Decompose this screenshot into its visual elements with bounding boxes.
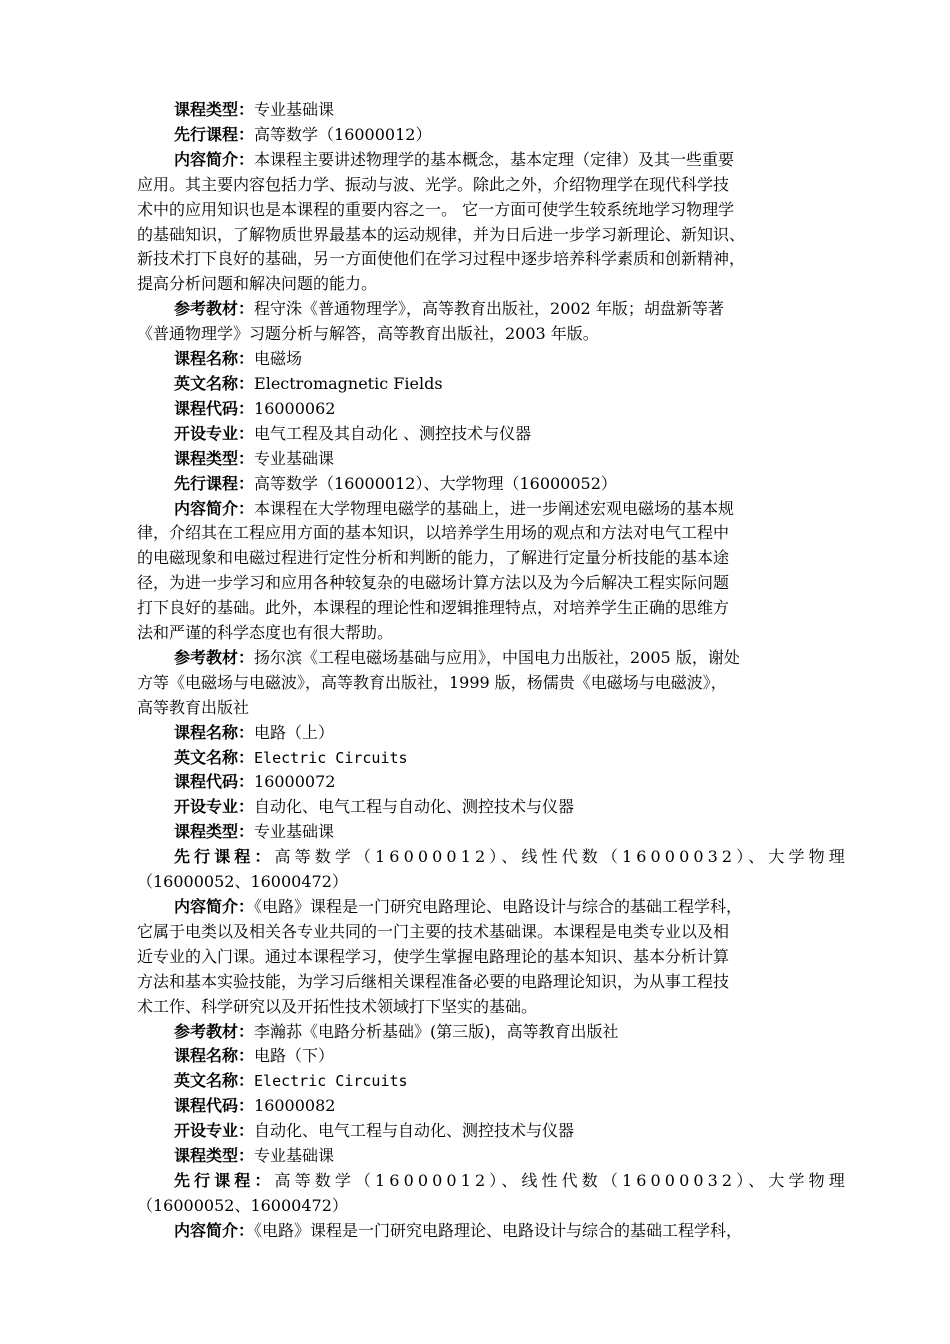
course-type-value: 专业基础课	[254, 100, 335, 119]
course-type-label: 课程类型：	[174, 100, 255, 119]
intro-line	[137, 497, 862, 522]
course-code-label: 课程代码：	[174, 1096, 255, 1116]
course-type-value: 专业基础课	[254, 822, 335, 842]
intro-text: 径，为进一步学习和应用各种较复杂的电磁场计算方法以及为今后解决工程实际问题	[137, 573, 730, 593]
course-name-line	[137, 347, 862, 372]
course-code-line	[137, 1094, 862, 1119]
intro-text: 打下良好的基础。此外，本课程的理论性和逻辑推理特点，对培养学生正确的思维方	[137, 598, 730, 618]
english-name-value: Electromagnetic Fields	[254, 373, 443, 393]
prerequisite-line	[137, 472, 862, 497]
major-value: 自动化、电气工程与自动化、测控技术与仪器	[254, 797, 575, 817]
course-name-label: 课程名称：	[174, 722, 255, 742]
course-code-label: 课程代码：	[174, 398, 255, 418]
intro-text: 应用。其主要内容包括力学、振动与波、光学。除此之外，介绍物理学在现代科学技	[137, 174, 730, 194]
intro-label: 内容简介：	[174, 897, 255, 916]
course-name-value: 电路（下）	[254, 1046, 335, 1066]
intro-text: 的电磁现象和电磁过程进行定性分析和判断的能力，了解进行定量分析技能的基本途	[137, 548, 730, 568]
course-code-label: 课程代码：	[174, 772, 255, 792]
english-name-label: 英文名称：	[174, 1071, 255, 1091]
course-type-label: 课程类型：	[174, 822, 255, 842]
intro-text: 《电路》课程是一门研究电路理论、电路设计与综合的基础工程学科，	[254, 1220, 743, 1240]
english-name-label: 英文名称：	[174, 747, 255, 767]
course-name-label: 课程名称：	[174, 349, 255, 369]
intro-text: 近专业的入门课。通过本课程学习，使学生掌握电路理论的基本知识、基本分析计算	[137, 946, 730, 966]
major-line	[137, 422, 862, 447]
intro-text: 律，介绍其在工程应用方面的基本知识，以培养学生用场的观点和方法对电气工程中	[137, 523, 730, 543]
english-name-line	[137, 372, 862, 397]
course-type-line	[137, 447, 862, 472]
textbook-text: 扬尔滨《工程电磁场基础与应用》，中国电力出版社，2005 版，谢处	[254, 647, 740, 667]
textbook-label: 参考教材：	[174, 299, 255, 319]
intro-text: 术中的应用知识也是本课程的重要内容之一。 它一方面可使学生较系统地学习物理学	[137, 199, 735, 219]
textbook-text: 《普通物理学》习题分析与解答，高等教育出版社，2003 年版。	[137, 324, 599, 344]
intro-label: 内容简介：	[174, 1220, 255, 1240]
prerequisite-label: 先行课程：	[174, 847, 275, 867]
course-code-value: 16000062	[254, 398, 336, 418]
major-value: 电气工程及其自动化 、测控技术与仪器	[254, 423, 532, 443]
prerequisite-label: 先行课程：	[174, 124, 255, 144]
course-type-label: 课程类型：	[174, 1146, 255, 1166]
course-code-value: 16000072	[254, 772, 336, 792]
major-label: 开设专业：	[174, 423, 255, 443]
prerequisite-value: 高等数学（16000012）	[254, 124, 432, 144]
course-type-line	[137, 820, 862, 845]
intro-text: 《电路》课程是一门研究电路理论、电路设计与综合的基础工程学科，	[254, 897, 743, 916]
course-code-value: 16000082	[254, 1096, 336, 1116]
prerequisite-line	[137, 845, 862, 870]
english-name-line	[137, 1069, 862, 1094]
major-value: 自动化、电气工程与自动化、测控技术与仪器	[254, 1121, 575, 1141]
textbook-line	[137, 646, 862, 671]
prerequisite-value: （16000052、16000472）	[137, 1195, 348, 1215]
course-name-label: 课程名称：	[174, 1046, 255, 1066]
textbook-line	[137, 297, 862, 322]
course-type-value: 专业基础课	[254, 448, 335, 468]
intro-text: 方法和基本实验技能，为学习后继相关课程准备必要的电路理论知识，为从事工程技	[137, 971, 730, 991]
course-name-value: 电路（上）	[254, 722, 335, 742]
course-type-label: 课程类型：	[174, 448, 255, 468]
course-name-line	[137, 1044, 862, 1069]
intro-line	[137, 1219, 862, 1244]
textbook-line	[137, 1020, 862, 1045]
course-type-line	[137, 1144, 862, 1169]
course-type-value: 专业基础课	[254, 1146, 335, 1166]
intro-line	[137, 148, 862, 173]
intro-line	[137, 895, 862, 920]
intro-text: 提高分析问题和解决问题的能力。	[137, 274, 378, 294]
intro-text: 新技术打下良好的基础，另一方面使他们在学习过程中逐步培养科学素质和创新精神，	[137, 249, 746, 269]
prerequisite-line	[137, 123, 862, 148]
course-code-line	[137, 770, 862, 795]
prerequisite-value: 高等数学（16000012）、线性代数（16000032）、大学物理	[274, 1170, 849, 1190]
major-line	[137, 795, 862, 820]
textbook-text: 程守洙《普通物理学》，高等教育出版社，2002 年版；胡盘新等著	[254, 299, 724, 319]
prerequisite-label: 先行课程：	[174, 473, 255, 493]
prerequisite-value: （16000052、16000472）	[137, 872, 348, 892]
major-line	[137, 1119, 862, 1144]
course-name-line	[137, 721, 862, 746]
prerequisite-label: 先行课程：	[174, 1170, 275, 1190]
course-name-value: 电磁场	[254, 349, 303, 369]
intro-text: 它属于电类以及相关各专业共同的一门主要的技术基础课。本课程是电类专业以及相	[137, 921, 730, 941]
textbook-text: 方等《电磁场与电磁波》，高等教育出版社，1999 版，杨儒贵《电磁场与电磁波》，	[137, 672, 727, 692]
intro-label: 内容简介：	[174, 498, 255, 518]
intro-text: 的基础知识，了解物质世界最基本的运动规律，并为日后进一步学习新理论、新知识、	[137, 224, 746, 244]
prerequisite-value: 高等数学（16000012）、大学物理（16000052）	[254, 473, 617, 493]
intro-text: 法和严谨的科学态度也有很大帮助。	[137, 623, 394, 643]
english-name-label: 英文名称：	[174, 373, 255, 393]
prerequisite-line	[137, 1169, 862, 1194]
english-name-value: Electric Circuits	[254, 748, 408, 767]
textbook-text: 李瀚荪《电路分析基础》(第三版)，高等教育出版社	[254, 1021, 619, 1041]
textbook-label: 参考教材：	[174, 1021, 255, 1041]
intro-text: 本课程在大学物理电磁学的基础上，进一步阐述宏观电磁场的基本规	[254, 498, 735, 518]
intro-label: 内容简介：	[174, 149, 255, 169]
course-code-line	[137, 397, 862, 422]
textbook-text: 高等教育出版社	[137, 697, 250, 717]
english-name-line	[137, 746, 862, 771]
english-name-value: Electric Circuits	[254, 1072, 408, 1091]
intro-text: 本课程主要讲述物理学的基本概念，基本定理（定律）及其一些重要	[254, 149, 735, 169]
prerequisite-value: 高等数学（16000012）、线性代数（16000032）、大学物理	[274, 847, 849, 867]
course-type-line	[137, 98, 862, 123]
textbook-label: 参考教材：	[174, 647, 255, 667]
intro-text: 术工作、科学研究以及开拓性技术领域打下坚实的基础。	[137, 996, 538, 1016]
major-label: 开设专业：	[174, 1121, 255, 1141]
major-label: 开设专业：	[174, 797, 255, 817]
